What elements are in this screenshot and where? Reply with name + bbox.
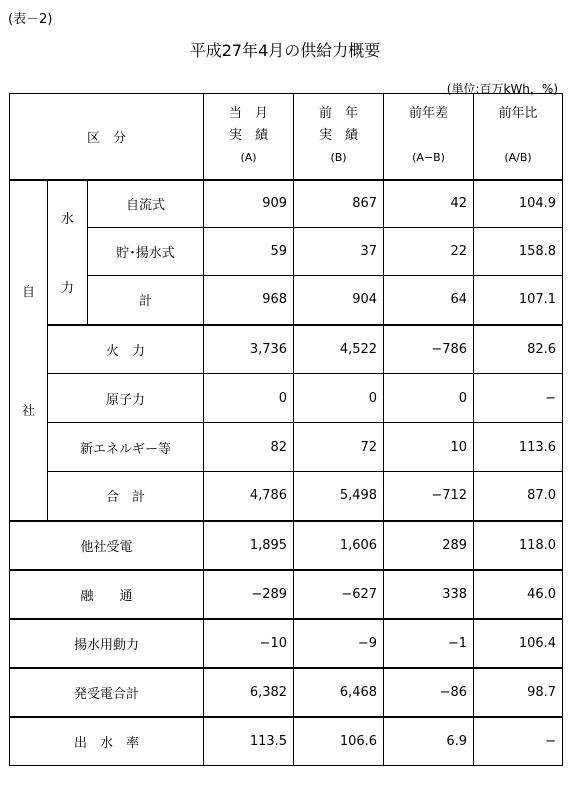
- row-label: 揚水用動力: [10, 619, 204, 668]
- cell-b: 37: [294, 228, 384, 276]
- cell-d: 82.6: [474, 325, 563, 374]
- own-company-label: 自 社: [10, 180, 48, 521]
- cell-c: 338: [384, 570, 474, 619]
- cell-b: 5,498: [294, 472, 384, 521]
- cell-d: 106.4: [474, 619, 563, 668]
- cell-a: 968: [204, 276, 294, 325]
- cell-c: 6.9: [384, 717, 474, 766]
- cell-c: 10: [384, 423, 474, 472]
- table-row: [10, 228, 563, 276]
- row-label: 計: [88, 276, 204, 325]
- cell-a: 4,786: [204, 472, 294, 521]
- cell-d: 46.0: [474, 570, 563, 619]
- col-a-header: 当 月 実 績 (A): [204, 94, 294, 180]
- cell-c: 22: [384, 228, 474, 276]
- cell-b: −627: [294, 570, 384, 619]
- table-row: [10, 619, 563, 668]
- table-row: [10, 276, 563, 325]
- cell-a: −289: [204, 570, 294, 619]
- cell-d: −: [474, 717, 563, 766]
- row-label: 出 水 率: [10, 717, 204, 766]
- cell-b: 867: [294, 180, 384, 228]
- col-c-header: 前年差 (A−B): [384, 94, 474, 180]
- cell-b: 1,606: [294, 521, 384, 570]
- cell-c: −786: [384, 325, 474, 374]
- cell-c: −1: [384, 619, 474, 668]
- cell-a: 6,382: [204, 668, 294, 717]
- unit-note: (単位:百万kWh，%): [446, 82, 558, 96]
- cell-c: 64: [384, 276, 474, 325]
- cell-b: 904: [294, 276, 384, 325]
- cell-d: −: [474, 374, 563, 423]
- col-b-header: 前 年 実 績 (B): [294, 94, 384, 180]
- cell-a: −10: [204, 619, 294, 668]
- row-label: 貯･揚水式: [88, 228, 204, 276]
- hydro-label: 水 力: [48, 180, 88, 325]
- header-row: [10, 94, 563, 180]
- cell-a: 3,736: [204, 325, 294, 374]
- cell-a: 59: [204, 228, 294, 276]
- row-label: 火 力: [48, 325, 204, 374]
- cell-c: −712: [384, 472, 474, 521]
- cell-a: 909: [204, 180, 294, 228]
- cell-d: 113.6: [474, 423, 563, 472]
- cell-a: 1,895: [204, 521, 294, 570]
- page-title: 平成27年4月の供給力概要: [189, 41, 381, 60]
- table-row: [10, 325, 563, 374]
- table-row: [10, 521, 563, 570]
- cell-b: 6,468: [294, 668, 384, 717]
- table-row: [10, 668, 563, 717]
- row-label: 合 計: [48, 472, 204, 521]
- cell-b: 106.6: [294, 717, 384, 766]
- row-label: 原子力: [48, 374, 204, 423]
- table-row: [10, 472, 563, 521]
- cell-d: 87.0: [474, 472, 563, 521]
- cell-d: 158.8: [474, 228, 563, 276]
- row-label: 発受電合計: [10, 668, 204, 717]
- row-label: 融 通: [10, 570, 204, 619]
- row-label: 新エネルギー等: [48, 423, 204, 472]
- cell-c: 42: [384, 180, 474, 228]
- cell-b: −9: [294, 619, 384, 668]
- cell-a: 82: [204, 423, 294, 472]
- table-label: (表－2): [8, 12, 53, 27]
- cell-c: 289: [384, 521, 474, 570]
- cell-d: 118.0: [474, 521, 563, 570]
- cell-b: 72: [294, 423, 384, 472]
- cell-c: −86: [384, 668, 474, 717]
- cell-d: 98.7: [474, 668, 563, 717]
- col-d-header: 前年比 (A/B): [474, 94, 563, 180]
- cell-c: 0: [384, 374, 474, 423]
- cell-a: 0: [204, 374, 294, 423]
- cell-b: 0: [294, 374, 384, 423]
- cell-a: 113.5: [204, 717, 294, 766]
- supply-table: [9, 93, 563, 766]
- row-label: 自流式: [88, 180, 204, 228]
- table-row: [10, 180, 563, 228]
- table-row: [10, 374, 563, 423]
- cell-d: 107.1: [474, 276, 563, 325]
- table-row: [10, 717, 563, 766]
- cell-d: 104.9: [474, 180, 563, 228]
- table-row: [10, 423, 563, 472]
- category-header: 区 分: [10, 94, 204, 180]
- cell-b: 4,522: [294, 325, 384, 374]
- row-label: 他社受電: [10, 521, 204, 570]
- table-row: [10, 570, 563, 619]
